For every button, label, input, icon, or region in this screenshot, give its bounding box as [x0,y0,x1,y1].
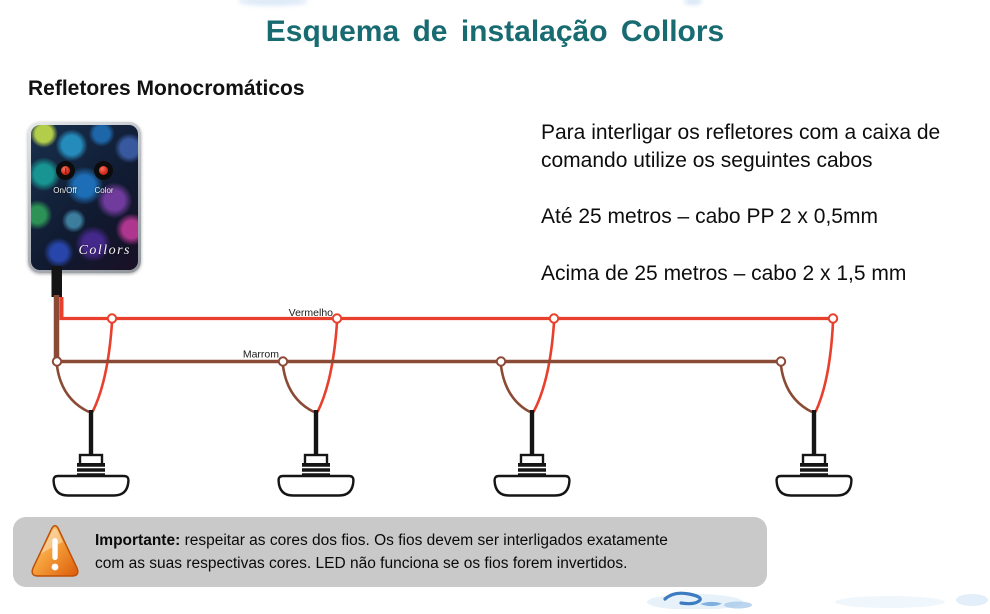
warning-text [95,530,755,575]
instruction-cable-short: Até 25 metros – cabo PP 2 x 0,5mm [541,205,878,228]
reflector-drop-wires [57,323,833,413]
rocker-mark [65,168,67,174]
red-node-2 [333,314,341,322]
controller-box [28,122,141,273]
onoff-button-icon [56,161,75,180]
water-swirl-icon [560,588,990,609]
top-water-fragment [238,0,308,6]
onoff-button-label: On/Off [53,186,77,195]
instruction-cable-long: Acima de 25 metros – cabo 2 x 1,5 mm [541,262,907,285]
reflector-2 [279,410,354,496]
warning-triangle-icon [30,523,80,581]
controller-cable-stub [52,266,63,297]
reflector-4 [777,410,852,496]
section-subtitle: Refletores Monocromáticos [28,77,305,100]
controller-face [31,125,138,270]
red-node-4 [829,314,837,322]
warning-line-2: com as suas respectivas cores. LED não funciona se os fios forem invertidos. [95,554,628,572]
brown-node-2 [279,357,287,365]
warning-panel [13,517,767,587]
color-button-label: Color [94,186,114,195]
red-node-3 [550,314,558,322]
brown-node-1 [53,357,61,365]
reflector-1 [54,410,129,496]
wiring-diagram [0,266,990,506]
brown-drop-1 [57,366,89,412]
reflector-3 [495,410,570,496]
color-button-icon [94,161,113,180]
red-drop-1 [93,323,113,413]
cable-instructions [541,119,967,288]
warning-emphasis: Importante: [95,532,181,549]
brown-drop-3 [501,366,530,412]
red-drop-4 [816,323,834,413]
brown-drop-2 [283,366,314,412]
connection-nodes [53,314,837,365]
brown-node-4 [777,357,785,365]
brown-wire-label: Marrom [242,348,279,361]
water-image [560,588,990,609]
top-water-fragment [684,0,702,5]
warning-line-1: respeitar as cores dos fios. Os fios devem ser interligados exatamente [184,532,668,549]
brown-node-3 [497,357,505,365]
red-node-1 [108,314,116,322]
red-wire-label: Vermelho [288,307,333,319]
red-drop-2 [318,323,338,413]
brand-logo: Collors [78,243,131,258]
red-drop-3 [534,323,555,413]
brown-drop-4 [781,366,812,412]
instruction-intro: Para interligar os refletores com a caixa de comando utilize os seguintes cabos [541,121,941,172]
page-title: Esquema de instalação Collors [265,15,725,48]
